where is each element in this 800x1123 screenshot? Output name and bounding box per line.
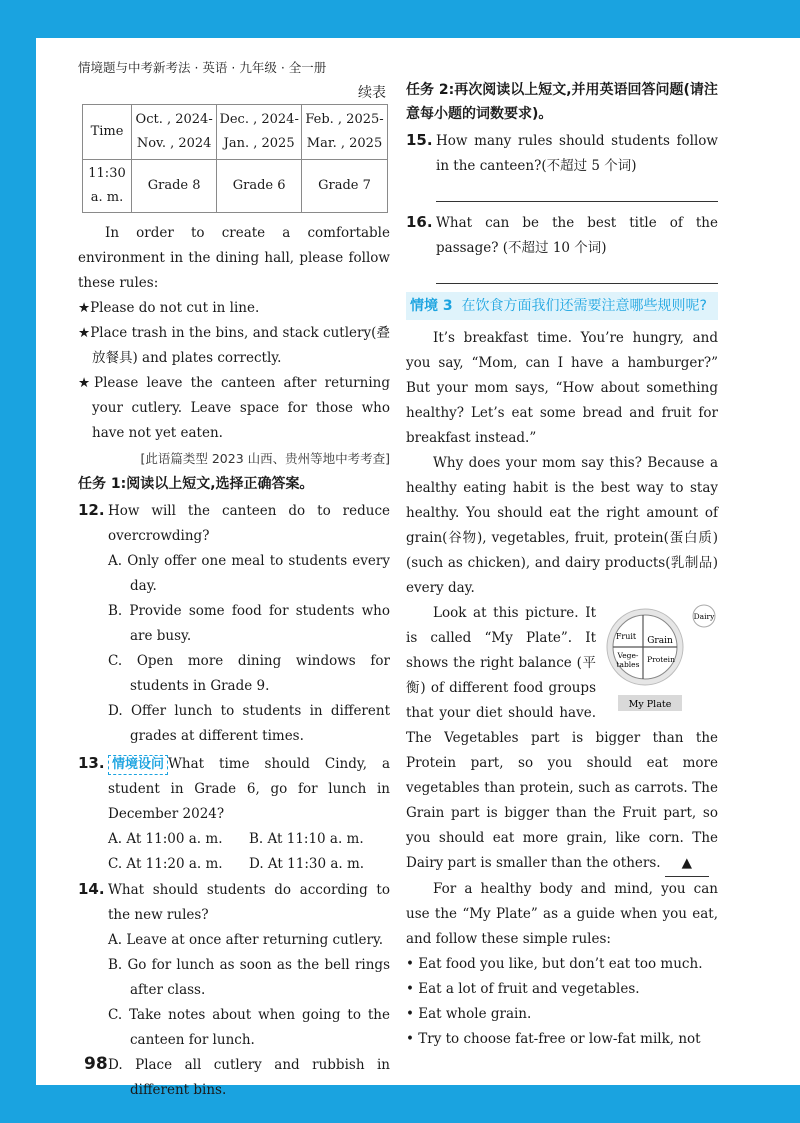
passage2-p4: For a healthy body and mind, you can use the “My Plate” as a guide when you eat, and follow these simple rules:: [406, 881, 718, 947]
table-header-time: Time: [83, 105, 132, 160]
table-row: [83, 160, 388, 213]
plate-dairy-label: Dairy: [693, 612, 715, 621]
option[interactable]: A. Leave at once after returning cutlery.: [108, 932, 384, 948]
question-12: [78, 498, 390, 549]
table-continued-label: 续表: [358, 85, 386, 101]
plate-vegetables-label: Vege-: [617, 651, 639, 660]
passage2-p1: It’s breakfast time. You’re hungry, and you say, “Mom, can I have a hamburger?” But your mom says, “How about something healthy? Let’s eat some bread and fruit for breakfast instead.”: [406, 330, 718, 446]
source-note: [此语篇类型 2023 山西、贵州等地中考考查]: [140, 451, 390, 466]
question-text: What can be the best title of the passage? (不超过 10 个词): [436, 215, 718, 256]
left-column: [78, 82, 390, 1103]
question-15: [406, 128, 718, 179]
question-text: How many rules should students follow in the canteen?(不超过 5 个词): [436, 133, 718, 174]
option[interactable]: B. Provide some food for students who are busy.: [108, 603, 390, 644]
passage1-rule: ★Please do not cut in line.: [78, 300, 260, 316]
passage2-bullet: • Eat a lot of fruit and vegetables.: [406, 981, 640, 997]
option[interactable]: C. Take notes about when going to the canteen for lunch.: [108, 1007, 390, 1048]
option[interactable]: A. At 11:00 a. m.: [108, 831, 223, 847]
my-plate-diagram: [600, 603, 718, 715]
plate-fruit-label: Fruit: [615, 632, 637, 641]
question-number: 13.: [78, 754, 105, 772]
question-13: [78, 751, 390, 827]
question-number: 15.: [406, 131, 433, 149]
option[interactable]: B. At 11:10 a. m.: [249, 831, 364, 847]
plate-grain-label: Grain: [647, 636, 673, 646]
passage2-bullet: • Eat food you like, but don’t eat too much.: [406, 956, 703, 972]
table-header-cell: Feb. , 2025-Mar. , 2025: [302, 105, 388, 160]
situation-3-banner: [406, 292, 718, 320]
situation-label: 情境 3: [410, 298, 453, 314]
option-row: [78, 827, 390, 852]
my-plate-figure: [600, 603, 718, 715]
question-14: [78, 877, 390, 928]
table-cell: Grade 8: [132, 160, 217, 213]
question-number: 16.: [406, 213, 433, 231]
option[interactable]: D. Place all cutlery and rubbish in different bins.: [108, 1057, 390, 1098]
lunch-schedule-table: [82, 104, 388, 213]
right-column: [406, 82, 718, 1052]
passage2-bullet: • Eat whole grain.: [406, 1006, 532, 1022]
option[interactable]: A. Only offer one meal to students every day.: [108, 553, 390, 594]
running-header: 情境题与中考新考法 · 英语 · 九年级 · 全一册: [78, 60, 327, 75]
table-cell: Grade 6: [217, 160, 302, 213]
passage2-bullet: • Try to choose fat-free or low-fat milk, not: [406, 1031, 701, 1047]
task2-title: 任务 2:再次阅读以上短文,并用英语回答问题(请注意每小题的词数要求)。: [406, 82, 718, 122]
question-text: What should students do according to the new rules?: [108, 882, 390, 923]
passage2-p3-text: Look at this picture. It is called “My Plate”. It shows the right balance (平衡) of different food groups that your diet should have. The Vegetables part is bigger than the Protein part, so you should eat more vegetables than protein, such as carrots. The Grain part is bigger than the Fruit part, so you should eat more grain, like corn. The Dairy part is smaller than the others.: [406, 605, 718, 871]
table-header-cell: Dec. , 2024-Jan. , 2025: [217, 105, 302, 160]
page: [36, 38, 800, 1098]
question-number: 12.: [78, 501, 105, 519]
option[interactable]: D. Offer lunch to students in different grades at different times.: [108, 703, 390, 744]
passage1-rule: ★Place trash in the bins, and stack cutlery(叠放餐具) and plates correctly.: [78, 325, 390, 366]
passage1-intro: In order to create a comfortable environment in the dining hall, please follow these rules:: [78, 225, 390, 291]
answer-line[interactable]: [436, 265, 718, 284]
table-header-cell: Oct. , 2024-Nov. , 2024: [132, 105, 217, 160]
passage2-p2: Why does your mom say this? Because a healthy eating habit is the best way to stay healthy. You should eat the right amount of grain(谷物), vegetables, fruit, protein(蛋白质) (such as chicken), and dairy products(乳制品) every day.: [406, 455, 718, 596]
situation-text: 在饮食方面我们还需要注意哪些规则呢?: [461, 298, 707, 314]
page-number: 98: [84, 1054, 108, 1074]
option[interactable]: B. Go for lunch as soon as the bell rings after class.: [108, 957, 390, 998]
plate-caption: My Plate: [628, 699, 672, 710]
blank-marker[interactable]: [665, 851, 709, 877]
option[interactable]: C. At 11:20 a. m.: [108, 856, 223, 872]
table-row-time: 11:30 a. m.: [83, 160, 132, 213]
question-number: 14.: [78, 880, 105, 898]
situation-question-tag: 情境设问: [108, 755, 168, 775]
task1-title: 任务 1:阅读以上短文,选择正确答案。: [78, 476, 314, 492]
table-cell: Grade 7: [302, 160, 388, 213]
plate-vegetables-label: tables: [616, 660, 640, 669]
passage1-rule: ★Please leave the canteen after returning your cutlery. Leave space for those who have not yet eaten.: [78, 375, 390, 441]
answer-line[interactable]: [436, 183, 718, 202]
table-header-row: [83, 105, 388, 160]
question-text: What time should Cindy, a student in Grade 6, go for lunch in December 2024?: [108, 756, 390, 822]
question-text: How will the canteen do to reduce overcrowding?: [108, 503, 390, 544]
question-16: [406, 210, 718, 261]
plate-protein-label: Protein: [647, 655, 675, 664]
option[interactable]: C. Open more dining windows for students in Grade 9.: [108, 653, 390, 694]
blank-triangle: ▲: [681, 855, 693, 871]
option[interactable]: D. At 11:30 a. m.: [249, 856, 365, 872]
option-row: [78, 852, 390, 877]
